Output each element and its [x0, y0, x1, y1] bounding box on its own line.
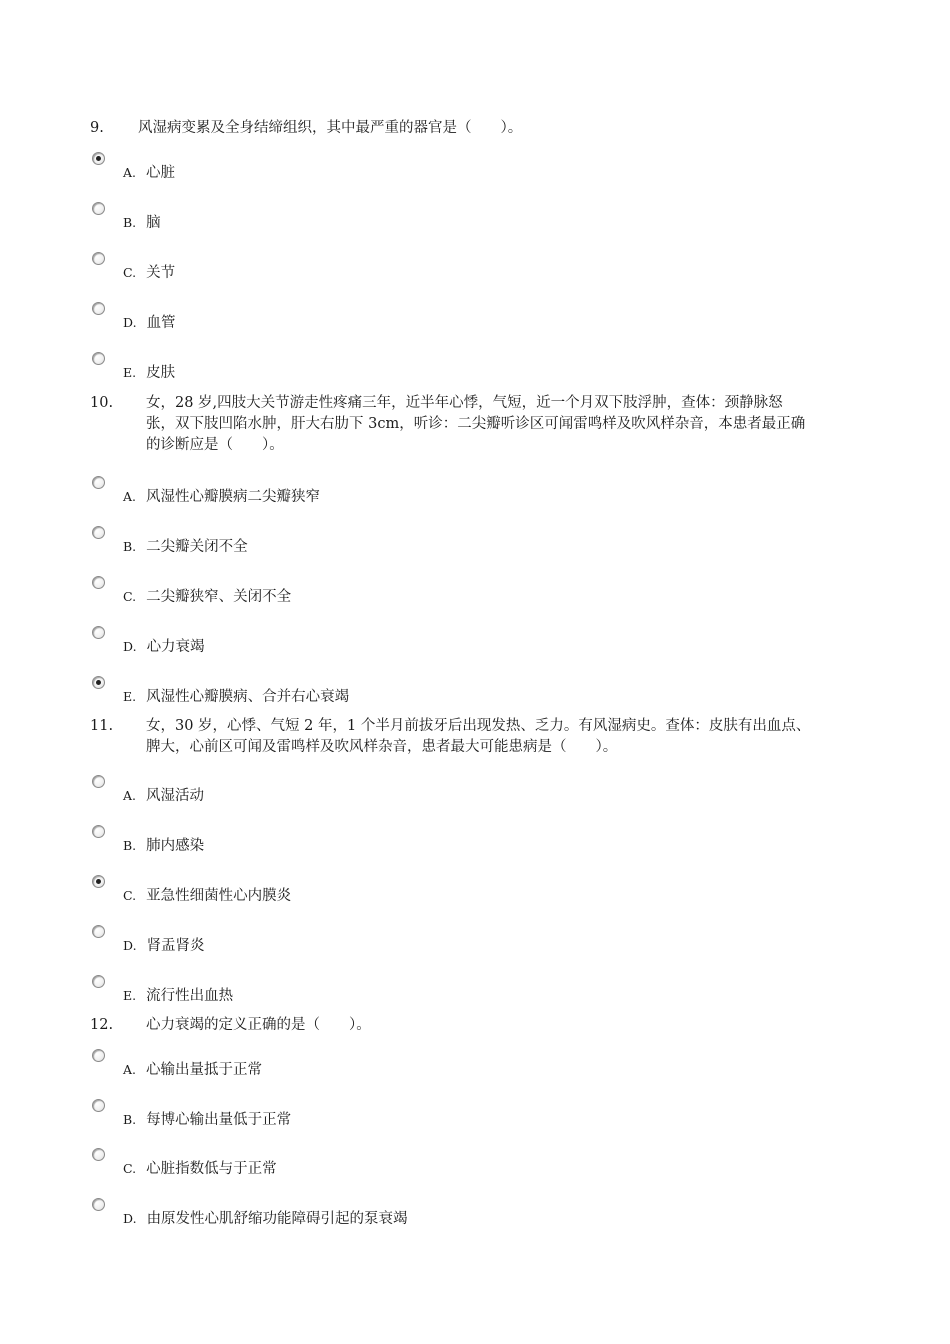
radio-button[interactable] [92, 775, 105, 788]
option-label: E. 流行性出血热 [123, 988, 234, 1004]
option-label: B. 每博心输出量低于正常 [123, 1112, 292, 1128]
option-11-a[interactable] [90, 775, 690, 815]
radio-button[interactable] [92, 875, 105, 888]
radio-button[interactable] [92, 576, 105, 589]
option-10-c[interactable] [90, 576, 690, 616]
question-number: 9. [90, 120, 104, 136]
radio-button[interactable] [92, 476, 105, 489]
question-text: 女，28 岁,四肢大关节游走性疼痛三年，近半年心悸，气短，近一个月双下肢浮肿，查体：颈静脉怒张，双下肢凹陷水肿，肝大右肋下 3cm，听诊：二尖瓣听诊区可闻雷鸣样及吹风样杂音，本患者最正确的诊断应是（ ）。 [146, 395, 806, 453]
radio-button[interactable] [92, 526, 105, 539]
option-label: A. 风湿性心瓣膜病二尖瓣狭窄 [123, 489, 321, 505]
option-label: C. 心脏指数低与于正常 [123, 1161, 277, 1177]
option-12-b[interactable] [90, 1099, 690, 1139]
option-label: B. 脑 [123, 215, 161, 231]
radio-button[interactable] [92, 925, 105, 938]
question-text: 心力衰竭的定义正确的是（ ）。 [146, 1017, 371, 1033]
radio-button[interactable] [92, 1198, 105, 1211]
option-9-a[interactable] [90, 152, 690, 192]
question-number: 12. [90, 1017, 114, 1033]
option-label: C. 二尖瓣狭窄、关闭不全 [123, 589, 292, 605]
option-9-e[interactable] [90, 352, 690, 392]
question-number: 11. [90, 718, 114, 734]
option-label: E. 皮肤 [123, 365, 176, 381]
question-text: 女，30 岁，心悸、气短 2 年，1 个半月前拔牙后出现发热、乏力。有风湿病史。查体：皮肤有出血点、脾大，心前区可闻及雷鸣样及吹风样杂音，患者最大可能患病是（ ）。 [146, 718, 811, 755]
radio-button[interactable] [92, 302, 105, 315]
option-label: C. 关节 [123, 265, 176, 281]
option-11-d[interactable] [90, 925, 690, 965]
option-10-a[interactable] [90, 476, 690, 516]
radio-button[interactable] [92, 202, 105, 215]
radio-button[interactable] [92, 252, 105, 265]
option-10-e[interactable] [90, 676, 690, 716]
option-label: D. 心力衰竭 [123, 639, 205, 655]
option-11-b[interactable] [90, 825, 690, 865]
option-11-e[interactable] [90, 975, 690, 1015]
option-9-d[interactable] [90, 302, 690, 342]
option-label: A. 心输出量抵于正常 [123, 1062, 263, 1078]
option-9-c[interactable] [90, 252, 690, 292]
option-10-b[interactable] [90, 526, 690, 566]
radio-button[interactable] [92, 825, 105, 838]
option-label: D. 血管 [123, 315, 176, 331]
question-number: 10. [90, 395, 114, 411]
radio-button[interactable] [92, 352, 105, 365]
option-10-d[interactable] [90, 626, 690, 666]
option-label: D. 由原发性心肌舒缩功能障碍引起的泵衰竭 [123, 1211, 408, 1227]
option-label: B. 肺内感染 [123, 838, 205, 854]
option-9-b[interactable] [90, 202, 690, 242]
option-label: E. 风湿性心瓣膜病、合并右心衰竭 [123, 689, 350, 705]
option-label: B. 二尖瓣关闭不全 [123, 539, 248, 555]
option-12-c[interactable] [90, 1148, 690, 1188]
option-12-d[interactable] [90, 1198, 690, 1238]
radio-button[interactable] [92, 1049, 105, 1062]
radio-button[interactable] [92, 152, 105, 165]
option-label: A. 风湿活动 [123, 788, 205, 804]
question-text: 风湿病变累及全身结缔组织，其中最严重的器官是（ ）。 [138, 120, 523, 136]
radio-button[interactable] [92, 626, 105, 639]
radio-button[interactable] [92, 1099, 105, 1112]
radio-button[interactable] [92, 1148, 105, 1161]
option-12-a[interactable] [90, 1049, 690, 1089]
radio-button[interactable] [92, 676, 105, 689]
option-label: A. 心脏 [123, 165, 176, 181]
option-label: C. 亚急性细菌性心内膜炎 [123, 888, 292, 904]
option-11-c[interactable] [90, 875, 690, 915]
option-label: D. 肾盂肾炎 [123, 938, 205, 954]
radio-button[interactable] [92, 975, 105, 988]
